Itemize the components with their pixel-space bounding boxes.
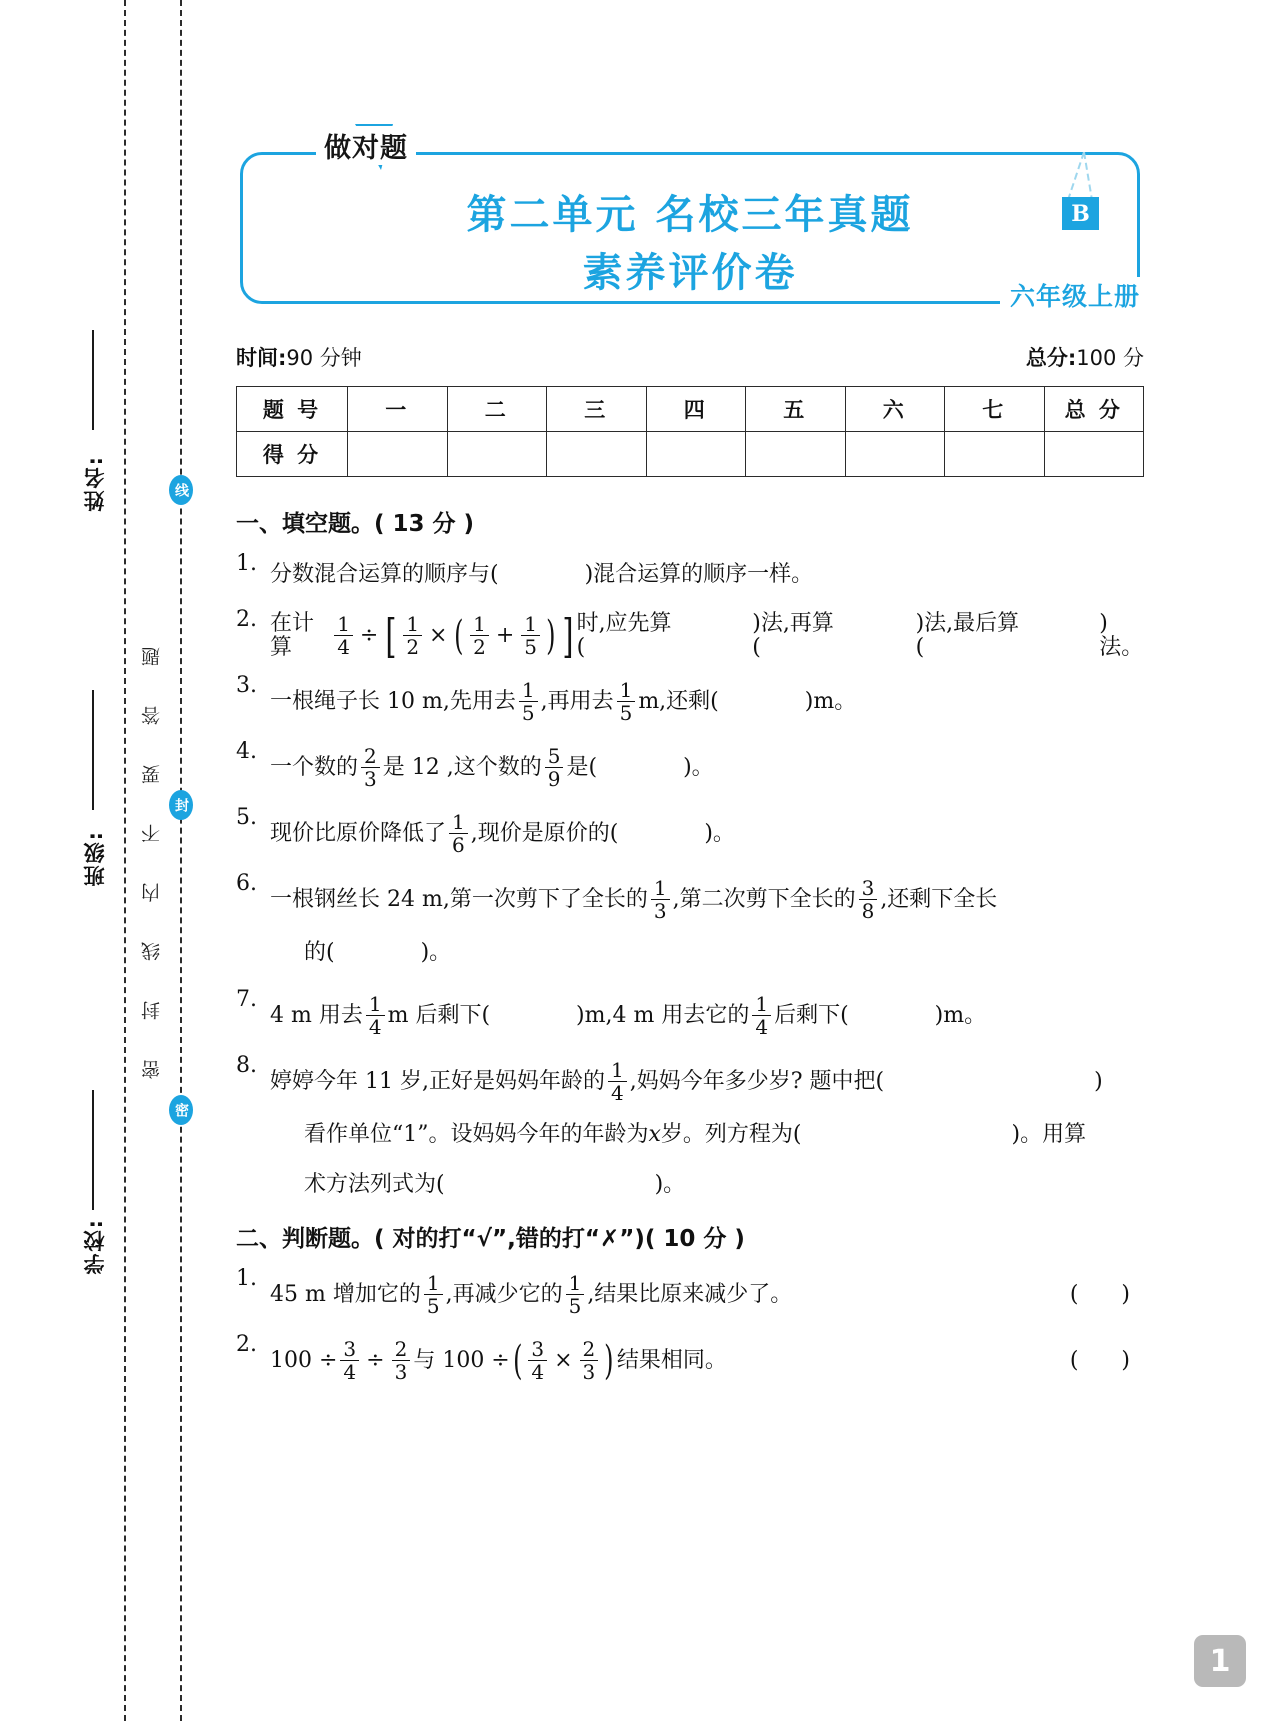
bracket-open-icon: [ <box>385 609 397 663</box>
question-text-p3: m,还剩( <box>638 688 719 714</box>
score-cell-6[interactable] <box>845 432 945 477</box>
fraction-5-9: $\frac{5}{9}$ <box>545 746 564 789</box>
question-text-p2: ,第二次剪下全长的 <box>672 886 856 912</box>
seal-badge-feng: 封 <box>169 790 193 820</box>
question-number: 5. <box>236 805 257 830</box>
question-1-1 <box>236 552 1148 598</box>
question-text-p4: )m。 <box>804 688 857 714</box>
score-table <box>236 386 1144 477</box>
school-write-rule <box>92 1090 94 1210</box>
paren-open-icon: ( <box>512 1338 523 1384</box>
fraction-3-4b: $\frac{3}{4}$ <box>528 1339 547 1382</box>
question-text-p3: )m,4 m 用去它的 <box>576 1002 750 1028</box>
seal-margin <box>0 0 230 1721</box>
question-1-8-cont-a <box>270 1110 1148 1160</box>
score-cell-2[interactable] <box>447 432 547 477</box>
question-2-2 <box>236 1333 1148 1389</box>
question-text: 100 ÷ <box>270 1347 338 1373</box>
seal-badge-xian: 线 <box>169 475 193 505</box>
question-text-cont-a1: 看作单位“1”。设妈妈今年的年龄为 <box>304 1121 649 1147</box>
score-table-row-label-1: 题 号 <box>237 387 348 432</box>
score-table-col-total: 总 分 <box>1044 387 1144 432</box>
score-table-col-7: 七 <box>945 387 1045 432</box>
variable-x: x <box>648 1121 661 1147</box>
score-cell-total[interactable] <box>1044 432 1144 477</box>
question-text: 现价比原价降低了 <box>270 820 447 846</box>
fraction-3-8: $\frac{3}{8}$ <box>859 878 878 921</box>
question-number: 2. <box>236 607 257 632</box>
question-text-p2: ,再减少它的 <box>445 1281 563 1307</box>
score-table-header-row <box>237 387 1144 432</box>
fraction-1-6: $\frac{1}{6}$ <box>449 812 468 855</box>
seal-badge-mi: 密 <box>169 1095 193 1125</box>
question-text-cont: )混合运算的顺序一样。 <box>584 561 814 587</box>
question-number: 1. <box>236 1266 257 1291</box>
question-text-p2: ,再用去 <box>540 688 614 714</box>
score-table-col-2: 二 <box>447 387 547 432</box>
question-text-p2: 与 100 ÷ <box>413 1347 510 1373</box>
judge-answer-blank[interactable]: ( ) <box>1069 1281 1148 1307</box>
fraction-1-2b: $\frac{1}{2}$ <box>470 614 489 657</box>
judge-answer-blank[interactable]: ( ) <box>1069 1347 1148 1373</box>
question-text-p5: )m。 <box>934 1002 987 1028</box>
field-label-name: 姓名: <box>83 455 107 512</box>
section-heading-2: 二、判断题。( 对的打“√”,错的打“✗”)( 10 分 ) <box>236 1226 745 1252</box>
question-number: 2. <box>236 1332 257 1357</box>
paren-close-icon: ) <box>546 613 556 659</box>
question-text: 在计算 <box>270 610 315 660</box>
seal-line-text: 密 封 线 内 不 要 答 题 <box>141 630 163 1080</box>
operator-multiply: × <box>554 1347 573 1373</box>
question-text-cont-a3: )。用算 <box>1011 1121 1087 1147</box>
score-table-col-4: 四 <box>646 387 746 432</box>
exam-meta-row <box>236 342 1144 376</box>
question-1-6 <box>236 872 1148 978</box>
banner-tag-label: 做对题 <box>316 126 416 165</box>
question-text-p3: 是( <box>566 754 598 780</box>
time-label: 时间: <box>236 346 287 370</box>
fraction-1-5b: $\frac{1}{5}$ <box>566 1273 585 1316</box>
seal-dashed-line-inner <box>180 0 182 1721</box>
question-1-7 <box>236 988 1148 1044</box>
score-table-col-3: 三 <box>547 387 647 432</box>
fraction-2-3: $\frac{2}{3}$ <box>361 746 380 789</box>
score-table-col-1: 一 <box>348 387 448 432</box>
question-text-p3: 结果相同。 <box>616 1347 727 1373</box>
question-number: 4. <box>236 739 257 764</box>
time-meta <box>236 342 362 372</box>
operator-multiply: × <box>429 622 448 648</box>
question-1-3 <box>236 674 1148 730</box>
question-1-8 <box>236 1054 1148 1210</box>
badge-string-icon <box>1040 152 1130 202</box>
question-text-p2: m 后剩下( <box>387 1002 491 1028</box>
question-text-p3: ,还剩下全长 <box>880 886 998 912</box>
fraction-1-5b: $\frac{1}{5}$ <box>617 680 636 723</box>
total-meta <box>1026 342 1144 372</box>
operator-divide: ÷ <box>366 1347 385 1373</box>
score-table-col-5: 五 <box>746 387 846 432</box>
fraction-2-3b: $\frac{2}{3}$ <box>580 1339 599 1382</box>
question-text-p3: ) <box>1094 1068 1103 1094</box>
question-text-cont-a2: 岁。列方程为( <box>660 1121 802 1147</box>
question-text: 分数混合运算的顺序与( <box>270 561 499 587</box>
question-1-2 <box>236 608 1148 664</box>
field-label-school: 学校: <box>83 1218 107 1275</box>
question-text-cont: 的( <box>304 939 335 965</box>
score-table-value-row <box>237 432 1144 477</box>
question-text: 一个数的 <box>270 754 359 780</box>
fraction-1-5: $\frac{1}{5}$ <box>521 614 540 657</box>
question-text-cont-b1: 术方法列式为( <box>304 1171 445 1197</box>
fraction-2-3: $\frac{2}{3}$ <box>392 1339 411 1382</box>
score-cell-5[interactable] <box>746 432 846 477</box>
exam-body <box>236 505 1148 1399</box>
question-text-t1: )法,再算( <box>752 610 834 660</box>
question-text-t3: )法。 <box>1099 610 1144 660</box>
name-write-rule <box>92 330 94 430</box>
question-text: 一根钢丝长 24 m,第一次剪下了全长的 <box>270 886 648 912</box>
question-text: 4 m 用去 <box>270 1002 363 1028</box>
total-label: 总分: <box>1025 346 1077 370</box>
question-text-cont-b2: )。 <box>654 1171 686 1197</box>
question-1-8-cont-b <box>270 1160 1148 1210</box>
page-number: 1 <box>1194 1635 1246 1687</box>
operator-plus: + <box>495 622 515 648</box>
fraction-1-5: $\frac{1}{5}$ <box>519 680 538 723</box>
paren-close-icon: ) <box>604 1338 614 1384</box>
question-text-t2: )法,最后算( <box>915 610 1020 660</box>
question-text-p4: 后剩下( <box>774 1002 849 1028</box>
question-text: 45 m 增加它的 <box>270 1281 421 1307</box>
question-1-5 <box>236 806 1148 862</box>
fraction-1-2: $\frac{1}{2}$ <box>403 614 422 657</box>
question-text-p2: 是 12 ,这个数的 <box>382 754 542 780</box>
grade-label: 六年级上册 <box>1000 277 1140 313</box>
page-title-line2: 素养评价卷 <box>582 250 798 296</box>
paren-open-icon: ( <box>454 613 464 659</box>
question-number: 6. <box>236 871 257 896</box>
time-value: 90 分钟 <box>286 346 362 370</box>
fraction-1-3: $\frac{1}{3}$ <box>651 878 670 921</box>
class-write-rule <box>92 690 94 810</box>
question-number: 1. <box>236 551 257 576</box>
question-text-mid: 时,应先算( <box>576 610 672 660</box>
fraction-3-4: $\frac{3}{4}$ <box>340 1339 359 1382</box>
question-1-6-cont <box>270 928 1148 978</box>
fraction-1-4b: $\frac{1}{4}$ <box>752 994 771 1037</box>
question-text-cont2: )。 <box>420 939 452 965</box>
version-badge: B <box>1062 197 1099 230</box>
score-cell-7[interactable] <box>945 432 1045 477</box>
fraction-1-4: $\frac{1}{4}$ <box>334 614 353 657</box>
fraction-1-5: $\frac{1}{5}$ <box>424 1273 443 1316</box>
fraction-1-4: $\frac{1}{4}$ <box>366 994 385 1037</box>
score-cell-1[interactable] <box>348 432 448 477</box>
total-value: 100 分 <box>1076 346 1144 370</box>
question-number: 8. <box>236 1053 257 1078</box>
bracket-close-icon: ] <box>562 609 574 663</box>
question-number: 3. <box>236 673 257 698</box>
field-label-class: 班级: <box>83 830 107 887</box>
score-table-col-6: 六 <box>845 387 945 432</box>
fraction-1-4: $\frac{1}{4}$ <box>608 1060 627 1103</box>
score-table-row-label-2: 得 分 <box>237 432 348 477</box>
question-text-p3: ,结果比原来减少了。 <box>587 1281 793 1307</box>
section-heading-1: 一、填空题。( 13 分 ) <box>236 511 475 537</box>
question-text: 婷婷今年 11 岁,正好是妈妈年龄的 <box>270 1068 605 1094</box>
score-cell-4[interactable] <box>646 432 746 477</box>
question-text: 一根绳子长 10 m,先用去 <box>270 688 516 714</box>
question-text-p2: ,现价是原价的( <box>470 820 619 846</box>
operator-divide: ÷ <box>359 622 379 648</box>
question-text-p4: )。 <box>683 754 714 780</box>
score-cell-3[interactable] <box>547 432 647 477</box>
question-number: 7. <box>236 987 257 1012</box>
question-text-p2: ,妈妈今年多少岁? 题中把( <box>629 1068 885 1094</box>
seal-dashed-line-outer <box>124 0 126 1721</box>
page-title-line1: 第二单元 名校三年真题 <box>466 192 914 238</box>
question-2-1 <box>236 1267 1148 1323</box>
question-text-p3: )。 <box>704 820 735 846</box>
question-1-4 <box>236 740 1148 796</box>
